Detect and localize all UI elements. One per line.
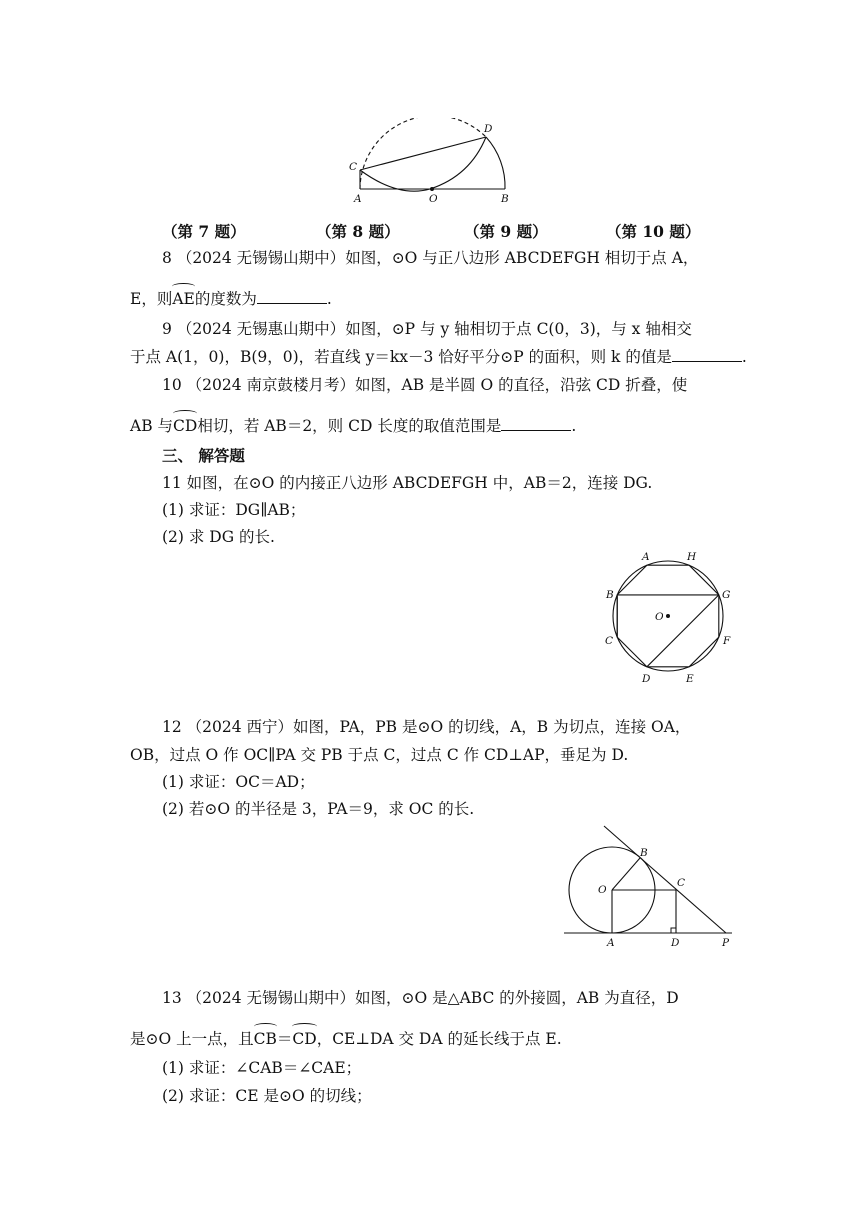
q8-line2: E，则AE的度数为 .	[130, 290, 332, 308]
answer-blank-q9[interactable]	[672, 347, 742, 362]
arc-CB: CB	[253, 1030, 277, 1048]
label-D: D	[671, 937, 680, 949]
label-O: O	[429, 193, 438, 205]
label-A: A	[354, 193, 362, 205]
label-E: E	[686, 673, 694, 685]
answer-blank-q10[interactable]	[501, 416, 571, 431]
arc-CD: CD	[292, 1030, 317, 1048]
q10-line2: AB 与CD相切，若 AB＝2，则 CD 长度的取值范围是 .	[130, 417, 577, 435]
label-D: D	[642, 673, 651, 685]
q12-line4: (2) 若⊙O 的半径是 3，PA＝9，求 OC 的长.	[162, 800, 475, 818]
q13-line3: (1) 求证：∠CAB＝∠CAE；	[162, 1059, 362, 1077]
label-F: F	[723, 635, 731, 647]
figure-q10	[340, 118, 520, 206]
label-P: P	[722, 937, 730, 949]
label-B: B	[501, 193, 509, 205]
arc-CD: CD	[173, 417, 198, 435]
label-B: B	[640, 847, 648, 859]
q11-line1: 11 如图，在⊙O 的内接正八边形 ABCDEFGH 中，AB＝2，连接 DG.	[162, 474, 653, 492]
label-A: A	[642, 551, 650, 563]
label-D: D	[484, 123, 493, 135]
answer-blank-q8[interactable]	[257, 289, 327, 304]
q11-line3: (2) 求 DG 的长.	[162, 528, 275, 546]
q13-line2: 是⊙O 上一点，且CB＝CD，CE⊥DA 交 DA 的延长线于点 E.	[130, 1030, 562, 1048]
q12-line2: OB，过点 O 作 OC∥PA 交 PB 于点 C，过点 C 作 CD⊥AP，垂足为 D.	[130, 746, 629, 764]
caption-q9: （第 9 题）	[464, 222, 548, 241]
label-H: H	[687, 551, 697, 563]
label-O: O	[655, 611, 664, 623]
q12-line1: 12 （2024 西宁）如图，PA，PB 是⊙O 的切线，A，B 为切点，连接 OA，	[162, 718, 691, 736]
q10-line1: 10 （2024 南京鼓楼月考）如图，AB 是半圆 O 的直径，沿弦 CD 折叠，使	[162, 376, 688, 394]
label-O: O	[598, 884, 607, 896]
label-C: C	[677, 877, 686, 889]
label-C: C	[349, 161, 358, 173]
caption-q8: （第 8 题）	[316, 222, 400, 241]
q13-line1: 13 （2024 无锡锡山期中）如图，⊙O 是△ABC 的外接圆，AB 为直径，D	[162, 989, 679, 1007]
q9-line1: 9 （2024 无锡惠山期中）如图，⊙P 与 y 轴相切于点 C(0，3)，与 x 轴相交	[162, 320, 692, 338]
label-C: C	[605, 635, 614, 647]
label-B: B	[606, 589, 614, 601]
figure-q11	[598, 548, 738, 686]
q13-line4: (2) 求证：CE 是⊙O 的切线；	[162, 1087, 372, 1105]
figure-q12	[560, 822, 740, 952]
section-heading: 三、 解答题	[162, 446, 245, 465]
label-G: G	[722, 589, 731, 601]
arc-AE: AE	[172, 290, 195, 308]
caption-q7: （第 7 题）	[162, 222, 246, 241]
q11-line2: (1) 求证：DG∥AB；	[162, 501, 306, 519]
q12-line3: (1) 求证：OC＝AD；	[162, 773, 315, 791]
caption-q10: （第 10 题）	[606, 222, 701, 241]
q8-line1: 8 （2024 无锡锡山期中）如图，⊙O 与正八边形 ABCDEFGH 相切于点 A，	[162, 249, 699, 267]
label-A: A	[607, 937, 615, 949]
q9-line2: 于点 A(1，0)，B(9，0)，若直线 y＝kx－3 恰好平分⊙P 的面积，则 k 的值是 .	[130, 348, 747, 366]
